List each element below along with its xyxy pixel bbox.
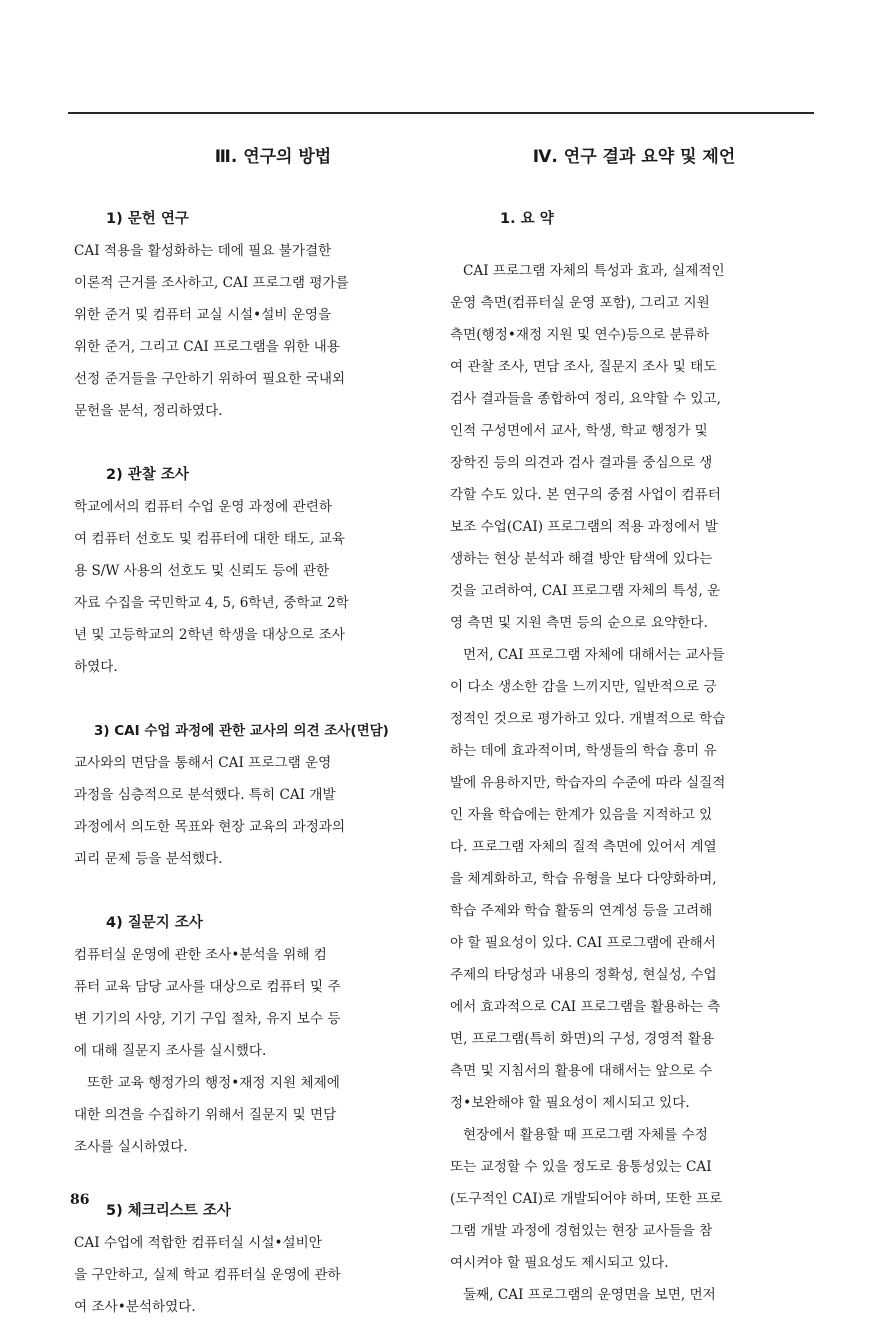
text-line: 운영 측면(컴퓨터실 운영 포함), 그리고 지원 xyxy=(450,295,710,311)
text-line: 학교에서의 컴퓨터 수업 운영 과정에 관련하 xyxy=(74,499,332,515)
subsection-title-questionnaire: 4) 질문지 조사 xyxy=(106,915,203,931)
text-line: 측면(행정•재정 지원 및 연수)등으로 분류하 xyxy=(450,327,710,343)
text-line: 여 컴퓨터 선호도 및 컴퓨터에 대한 태도, 교육 xyxy=(74,531,345,547)
text-line: 또는 교정할 수 있을 정도로 융통성있는 CAI xyxy=(450,1159,712,1175)
text-line: 여시켜야 할 필요성도 제시되고 있다. xyxy=(450,1255,669,1271)
text-line: 또한 교육 행정가의 행정•재정 지원 체제에 xyxy=(87,1075,340,1091)
text-line: 영 측면 및 지원 측면 등의 순으로 요약한다. xyxy=(450,615,708,631)
text-line: 용 S/W 사용의 선호도 및 신뢰도 등에 관한 xyxy=(74,563,330,579)
page-number: 86 xyxy=(70,1192,90,1208)
text-line: 하는 데에 효과적이며, 학생들의 학습 흥미 유 xyxy=(450,743,717,759)
paragraph-checklist xyxy=(74,1227,422,1323)
right-column xyxy=(450,145,798,1311)
text-line: 현장에서 활용할 때 프로그램 자체를 수정 xyxy=(463,1127,708,1143)
text-line: 주제의 타당성과 내용의 정확성, 현실성, 수업 xyxy=(450,967,717,983)
paragraph-summary xyxy=(450,255,798,1311)
paragraph-interview xyxy=(74,747,422,875)
paragraph-observation xyxy=(74,491,422,683)
subsection-title-literature: 1) 문헌 연구 xyxy=(106,211,189,227)
text-line: 면, 프로그램(특히 화면)의 구성, 경영적 활용 xyxy=(450,1031,715,1047)
text-line: 조사를 실시하였다. xyxy=(74,1139,188,1155)
text-line: 과정에서 의도한 목표와 현장 교육의 과정과의 xyxy=(74,819,346,835)
text-line: 자료 수집을 국민학교 4, 5, 6학년, 중학교 2학 xyxy=(74,595,349,611)
text-line: CAI 프로그램 자체의 특성과 효과, 실제적인 xyxy=(463,263,725,279)
subsection-title-interview: 3) CAI 수업 과정에 관한 교사의 의견 조사(면담) xyxy=(94,723,389,739)
text-line: 에 대해 질문지 조사를 실시했다. xyxy=(74,1043,267,1059)
top-rule xyxy=(68,112,814,114)
text-line: 둘째, CAI 프로그램의 운영면을 보면, 먼저 xyxy=(463,1287,716,1303)
text-line: 다. 프로그램 자체의 질적 측면에 있어서 계열 xyxy=(450,839,717,855)
text-line: 인 자율 학습에는 한계가 있음을 지적하고 있 xyxy=(450,807,713,823)
text-line: 대한 의견을 수집하기 위해서 질문지 및 면담 xyxy=(74,1107,337,1123)
text-line: 여 관찰 조사, 면담 조사, 질문지 조사 및 태도 xyxy=(450,359,717,375)
text-line: 을 구안하고, 실제 학교 컴퓨터실 운영에 관하 xyxy=(74,1267,341,1283)
subsection-title-checklist: 5) 체크리스트 조사 xyxy=(106,1203,231,1219)
left-column xyxy=(74,145,422,1323)
text-line: (도구적인 CAI)로 개발되어야 하며, 또한 프로 xyxy=(450,1191,723,1207)
text-line: 학습 주제와 학습 활동의 연계성 등을 고려해 xyxy=(450,903,713,919)
text-line: 선정 준거들을 구안하기 위하여 필요한 국내외 xyxy=(74,371,346,387)
text-line: 이 다소 생소한 감을 느끼지만, 일반적으로 긍 xyxy=(450,679,717,695)
text-line: 것을 고려하여, CAI 프로그램 자체의 특성, 운 xyxy=(450,583,721,599)
text-line: 이론적 근거를 조사하고, CAI 프로그램 평가를 xyxy=(74,275,349,291)
section-title-results: Ⅳ. 연구 결과 요약 및 제언 xyxy=(532,147,736,167)
text-line: 측면 및 지침서의 활용에 대해서는 앞으로 수 xyxy=(450,1063,713,1079)
text-line: 퓨터 교육 담당 교사를 대상으로 컴퓨터 및 주 xyxy=(74,979,341,995)
subsection-title-summary: 1. 요 약 xyxy=(500,211,554,227)
text-line: 위한 준거, 그리고 CAI 프로그램을 위한 내용 xyxy=(74,339,340,355)
text-line: 과정을 심층적으로 분석했다. 특히 CAI 개발 xyxy=(74,787,336,803)
text-line: 년 및 고등학교의 2학년 학생을 대상으로 조사 xyxy=(74,627,345,643)
text-line: 보조 수업(CAI) 프로그램의 적용 과정에서 발 xyxy=(450,519,718,535)
text-line: 정적인 것으로 평가하고 있다. 개별적으로 학습 xyxy=(450,711,726,727)
text-line: 검사 결과들을 종합하여 정리, 요약할 수 있고, xyxy=(450,391,721,407)
text-line: 인적 구성면에서 교사, 학생, 학교 행정가 및 xyxy=(450,423,708,439)
text-line: 각할 수도 있다. 본 연구의 중점 사업이 컴퓨터 xyxy=(450,487,721,503)
paragraph-questionnaire xyxy=(74,939,422,1163)
text-line: 변 기기의 사양, 기기 구입 절차, 유지 보수 등 xyxy=(74,1011,341,1027)
text-line: 문헌을 분석, 정리하였다. xyxy=(74,403,223,419)
subsection-title-observation: 2) 관찰 조사 xyxy=(106,467,189,483)
text-line: 교사와의 면담을 통해서 CAI 프로그램 운영 xyxy=(74,755,332,771)
section-title-methods: Ⅲ. 연구의 방법 xyxy=(214,147,332,167)
text-line: 야 할 필요성이 있다. CAI 프로그램에 관해서 xyxy=(450,935,716,951)
text-line: CAI 적용을 활성화하는 데에 필요 불가결한 xyxy=(74,243,332,259)
text-line: 생하는 현상 분석과 해결 방안 탐색에 있다는 xyxy=(450,551,713,567)
text-line: 하였다. xyxy=(74,659,118,675)
text-line: 그램 개발 과정에 경험있는 현장 교사들을 참 xyxy=(450,1223,713,1239)
text-line: 위한 준거 및 컴퓨터 교실 시설•설비 운영을 xyxy=(74,307,332,323)
text-line: 장학진 등의 의견과 검사 결과를 중심으로 생 xyxy=(450,455,713,471)
text-line: 정•보완해야 할 필요성이 제시되고 있다. xyxy=(450,1095,690,1111)
text-line: 여 조사•분석하였다. xyxy=(74,1299,196,1315)
text-line: 을 체계화하고, 학습 유형을 보다 다양화하며, xyxy=(450,871,717,887)
paragraph-literature xyxy=(74,235,422,427)
text-line: CAI 수업에 적합한 컴퓨터실 시설•설비안 xyxy=(74,1235,322,1251)
text-line: 괴리 문제 등을 분석했다. xyxy=(74,851,223,867)
text-line: 발에 유용하지만, 학습자의 수준에 따라 실질적 xyxy=(450,775,726,791)
text-line: 먼저, CAI 프로그램 자체에 대해서는 교사들 xyxy=(463,647,725,663)
text-line: 컴퓨터실 운영에 관한 조사•분석을 위해 컴 xyxy=(74,947,327,963)
text-line: 에서 효과적으로 CAI 프로그램을 활용하는 측 xyxy=(450,999,721,1015)
